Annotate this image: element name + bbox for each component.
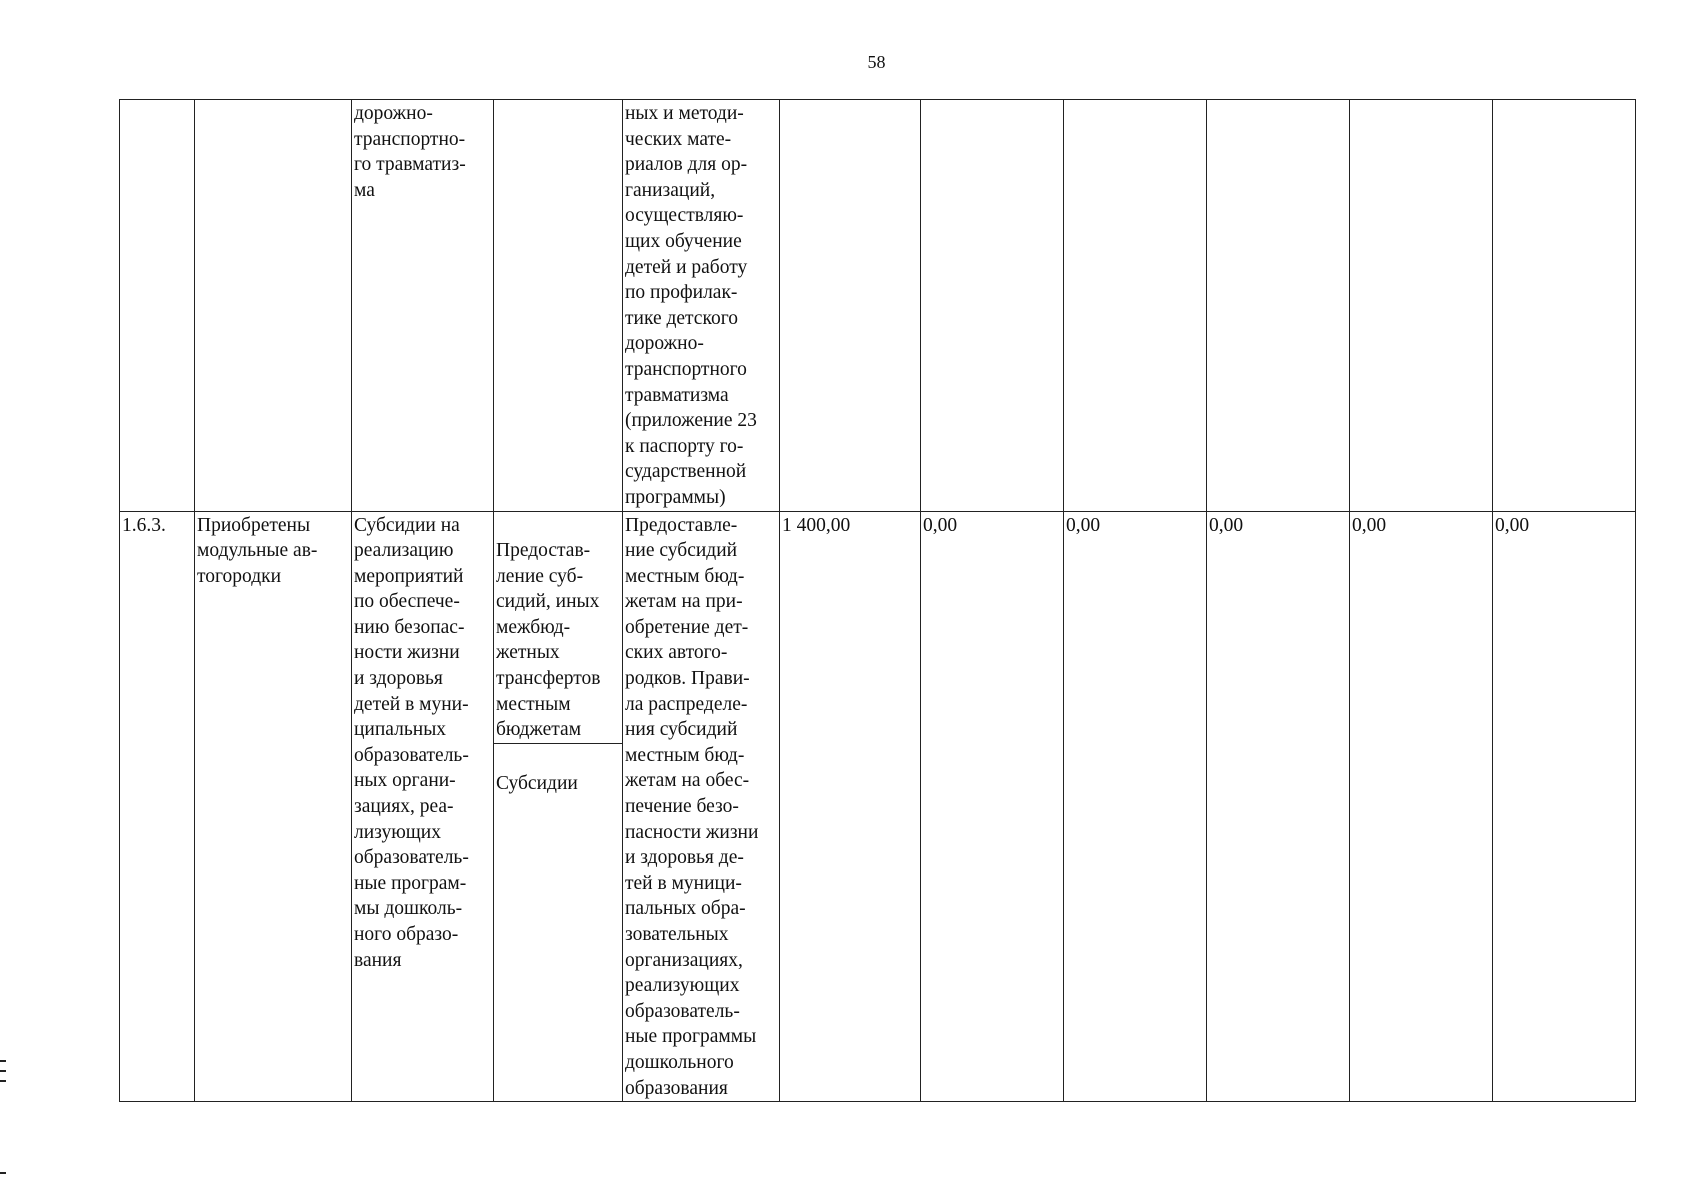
cell-result: Приобретены модульные ав- тогородки <box>195 511 352 1102</box>
cell-value-5: 0,00 <box>1350 511 1493 1102</box>
scan-margin-mark <box>0 1172 6 1174</box>
cell-event: дорожно- транспортно- го травматиз- ма <box>352 100 494 512</box>
scan-margin-mark <box>0 1070 6 1072</box>
cell-value-1: 1 400,00 <box>780 511 921 1102</box>
cell-result <box>195 100 352 512</box>
program-table <box>119 99 1636 1102</box>
page-number: 58 <box>867 52 886 72</box>
cell-description: Предоставле- ние субсидий местным бюд- жетам на при- обретение дет- ских автого- родков. Прави- ла распределе- ния субсидий местным бюд- жетам на обес- печение безо- пасности жизни и здоровья де- тей в муници- пальных обра- зовательных организациях, реализующих образователь- ные программы дошкольного образования <box>623 511 780 1102</box>
cell-mechanism <box>494 511 623 1102</box>
cell-value-2: 0,00 <box>921 511 1064 1102</box>
mechanism-extra-text: Субсидии <box>496 773 578 795</box>
cell-value-4: 0,00 <box>1207 511 1350 1102</box>
cell-event: Субсидии на реализацию мероприятий по обеспече- нию безопас- ности жизни и здоровья детей в муни- ципальных образователь- ных органи- зациях, реа- лизующих образователь- ные програм- мы дошколь- ного образо- вания <box>352 511 494 1102</box>
cell-mechanism <box>494 100 623 512</box>
mechanism-text: Предостав- ление суб- сидий, иных межбюд- жетных трансфертов местным бюджетам <box>494 538 622 744</box>
cell-value-6: 0,00 <box>1493 511 1636 1102</box>
cell-value-3 <box>1064 100 1207 512</box>
scan-margin-mark <box>0 1060 6 1062</box>
cell-value-2 <box>921 100 1064 512</box>
table-row <box>120 511 1636 1102</box>
cell-value-6 <box>1493 100 1636 512</box>
cell-value-5 <box>1350 100 1493 512</box>
cell-description: ных и методи- ческих мате- риалов для ор- ганизаций, осуществляю- щих обучение детей и работу по профилак- тике детского дорожно- транспортного травматизма (приложение 23 к паспорту го- сударственной программы) <box>623 100 780 512</box>
scan-margin-mark <box>0 1080 6 1082</box>
cell-value-4 <box>1207 100 1350 512</box>
cell-number <box>120 100 195 512</box>
table-row <box>120 100 1636 512</box>
cell-value-1 <box>780 100 921 512</box>
cell-value-3: 0,00 <box>1064 511 1207 1102</box>
cell-number: 1.6.3. <box>120 511 195 1102</box>
